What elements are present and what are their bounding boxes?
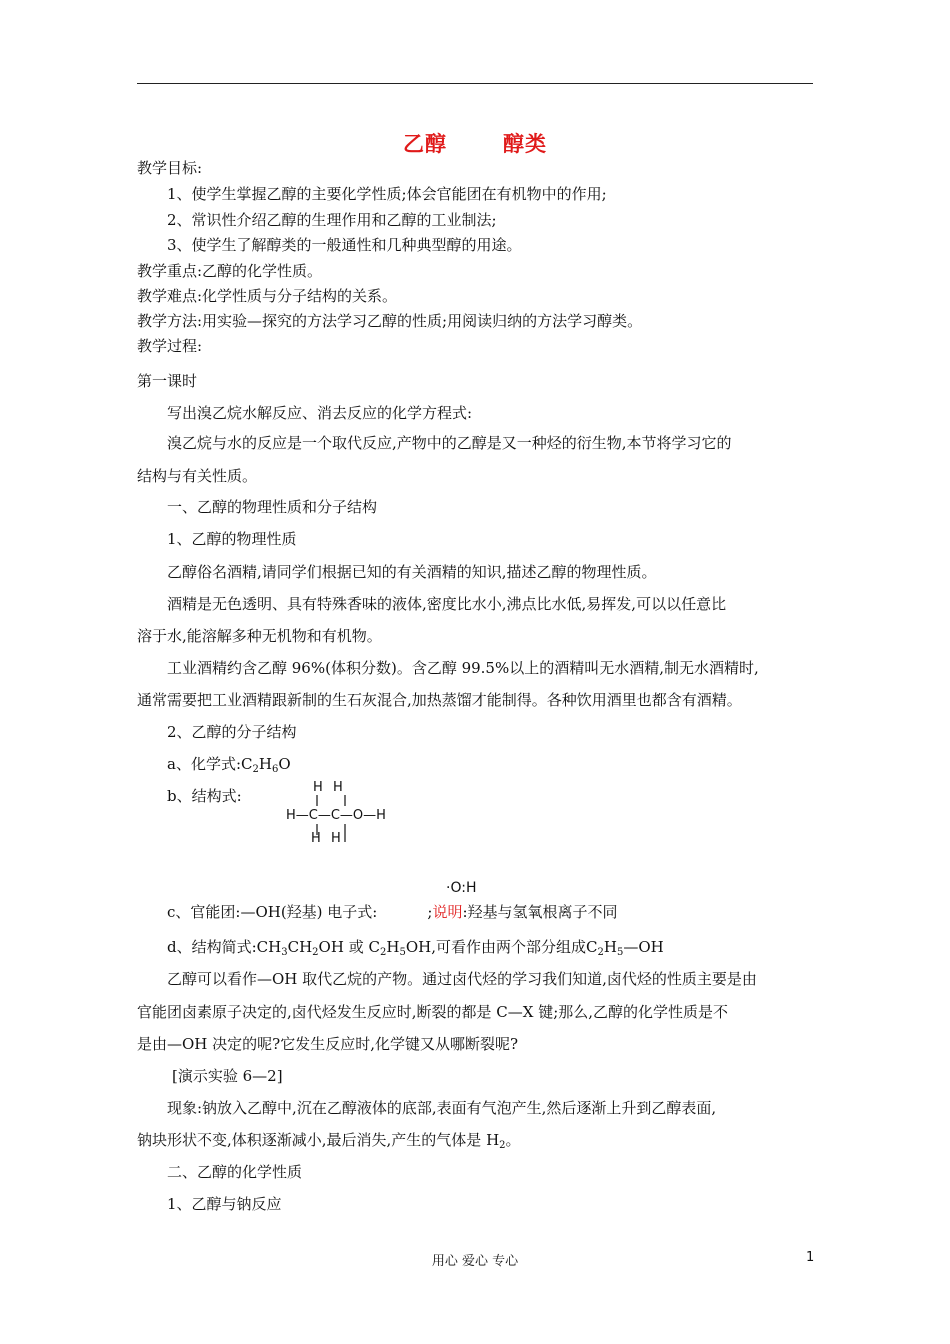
objective-item: 2、常识性介绍乙醇的生理作用和乙醇的工业制法;	[167, 211, 497, 229]
atom-h: H	[313, 780, 323, 795]
subsection-heading: 1、乙醇的物理性质	[167, 530, 297, 548]
intro-paragraph: 写出溴乙烷水解反应、消去反应的化学方程式:	[167, 404, 473, 422]
chemical-formula-line: a、化学式$:C_2H_6O$	[167, 755, 291, 775]
objective-item: 3、使学生了解醇类的一般通性和几种典型醇的用途。	[167, 236, 522, 254]
paragraph-cont: 通常需要把工业酒精跟新制的生石灰混合,加热蒸馏才能制得。各种饮用酒里也都含有酒精。	[137, 691, 742, 709]
document-title	[0, 128, 950, 158]
subsection-heading: 1、乙醇与钠反应	[167, 1195, 282, 1213]
structure-main-chain: H—C—C—O—H	[286, 808, 386, 823]
section-heading: 一、乙醇的物理性质和分子结构	[167, 498, 378, 516]
title-part2: 醇类	[503, 132, 547, 156]
structural-formula-diagram	[283, 778, 403, 850]
structural-simple-line: d、结构简式$:CH_3CH_2OH$ 或 $C_2H_5OH$,可看作由两个部分组成$C_2H_5—OH$	[167, 938, 664, 958]
paragraph-cont: 官能团卤素原子决定的,卤代烃发生反应时,断裂的都是 C—X 键;那么,乙醇的化学性质是不	[137, 1003, 729, 1021]
subsection-heading: 2、乙醇的分子结构	[167, 723, 297, 741]
atom-h: H	[331, 831, 341, 846]
intro-paragraph: 溴乙烷与水的反应是一个取代反应,产物中的乙醇是又一种烃的衍生物,本节将学习它的	[167, 434, 732, 452]
objectives-heading: 教学目标:	[137, 159, 203, 177]
paragraph-cont: 溶于水,能溶解多种无机物和有机物。	[137, 627, 382, 645]
atom-h: H	[311, 831, 321, 846]
paragraph: 乙醇俗名酒精,请同学们根据已知的有关酒精的知识,描述乙醇的物理性质。	[167, 563, 657, 581]
note-label: 说明	[432, 903, 463, 921]
functional-group-line: c、官能团:—OH(羟基) 电子式: ;说明:羟基与氢氧根离子不同	[167, 903, 618, 921]
page-number: 1	[806, 1250, 815, 1265]
paragraph: 乙醇可以看作—OH 取代乙烷的产物。通过卤代烃的学习我们知道,卤代烃的性质主要是由	[167, 970, 757, 988]
atom-h: H	[333, 780, 343, 795]
teaching-method: 教学方法:用实验—探究的方法学习乙醇的性质;用阅读归纳的方法学习醇类。	[137, 312, 643, 330]
paragraph: 酒精是无色透明、具有特殊香味的液体,密度比水小,沸点比水低,易挥发,可以以任意比	[167, 595, 727, 613]
key-point: 教学重点:乙醇的化学性质。	[137, 262, 323, 280]
header-rule	[137, 83, 813, 84]
structural-formula-label: b、结构式:	[167, 787, 242, 805]
teaching-process: 教学过程:	[137, 337, 203, 355]
phenomenon-paragraph: 现象:钠放入乙醇中,沉在乙醇液体的底部,表面有气泡产生,然后逐渐上升到乙醇表面,	[167, 1099, 717, 1117]
paragraph-cont: 是由—OH 决定的呢?它发生反应时,化学键又从哪断裂呢?	[137, 1035, 519, 1053]
title-part1: 乙醇	[403, 132, 447, 156]
lesson-label: 第一课时	[137, 372, 198, 390]
page-footer: 用心 爱心 专心	[431, 1254, 519, 1269]
demo-label: [演示实验 6—2]	[172, 1067, 283, 1085]
chemical-formula: $C_2H_6O$	[241, 755, 291, 775]
electron-formula: ·O:H	[446, 880, 477, 896]
difficulty: 教学难点:化学性质与分子结构的关系。	[137, 287, 398, 305]
paragraph: 工业酒精约含乙醇 96%(体积分数)。含乙醇 99.5%以上的酒精叫无水酒精,制无水酒精时,	[167, 659, 759, 677]
phenomenon-paragraph-cont: 钠块形状不变,体积逐渐减小,最后消失,产生的气体是 $H_2$。	[137, 1131, 521, 1151]
intro-paragraph-cont: 结构与有关性质。	[137, 467, 258, 485]
objective-item: 1、使学生掌握乙醇的主要化学性质;体会官能团在有机物中的作用;	[167, 185, 607, 203]
section-heading: 二、乙醇的化学性质	[167, 1163, 303, 1181]
